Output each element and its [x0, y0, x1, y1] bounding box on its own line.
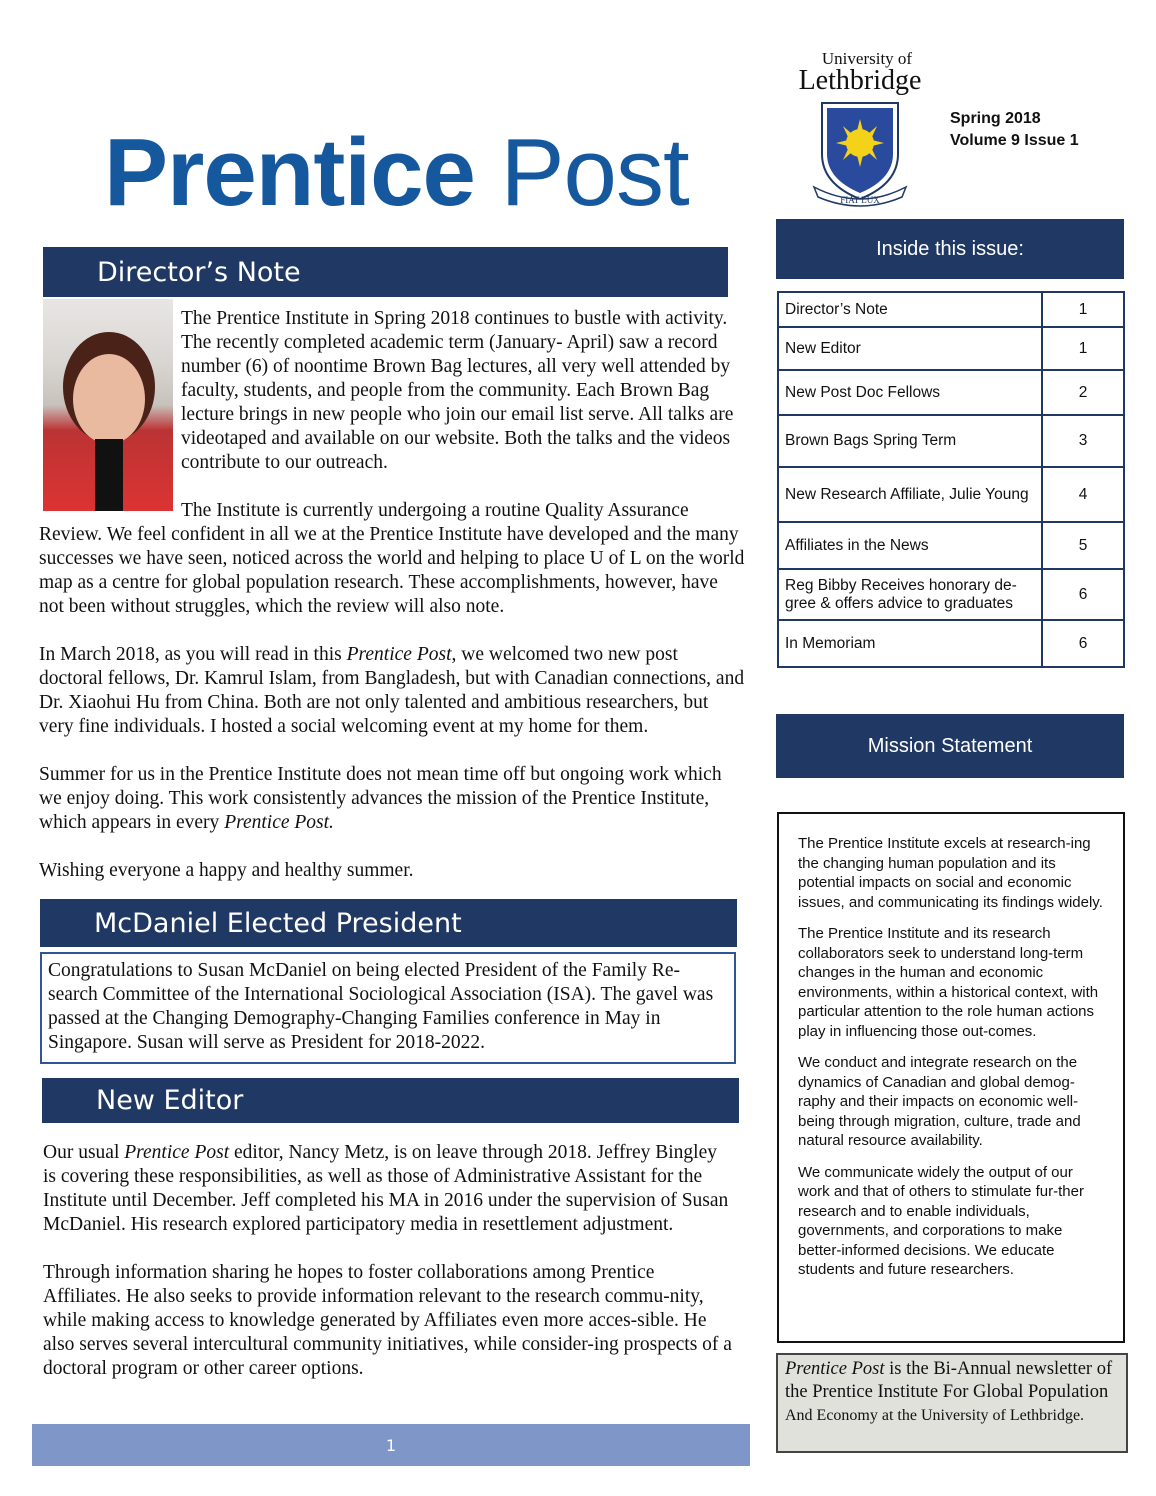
issue-season: Spring 2018: [950, 110, 1041, 127]
paragraph: Our usual Prentice Post editor, Nancy Metz, is on leave through 2018. Jeffrey Bingley is covering these responsibilities, as well as those of Administrative Assistant for the Institute until December. Jeff completed his MA in 2016 under the supervision of Susan McDaniel. His research explored participatory media in resettlement adjustment.: [43, 1142, 729, 1235]
paragraph: Summer for us in the Prentice Institute does not mean time off but ongoing work which we enjoy doing. This work consistently advances the mission of the Prentice Institute, which appears in every Prentice Post.: [39, 764, 722, 833]
logo-line2: Lethbridge: [798, 65, 922, 96]
toc-page: 1: [1042, 327, 1124, 370]
table-of-contents: [777, 291, 1125, 668]
heading-text: Inside this issue:: [876, 237, 1024, 260]
toc-page: 6: [1042, 620, 1124, 667]
page-number: 1: [385, 1435, 397, 1455]
new-editor-heading: [42, 1078, 739, 1123]
heading-text: McDaniel Elected President: [94, 907, 462, 939]
about-box: [776, 1353, 1128, 1453]
toc-row[interactable]: [778, 569, 1124, 620]
mission-paragraph: The Prentice Institute and its research collaborators seek to understand long-term changes in the human and economic environments, within a historical context, with particular attention to the role human actions play in influencing those out-comes.: [798, 925, 1099, 1040]
toc-page: 3: [1042, 415, 1124, 467]
mission-statement: [777, 812, 1125, 1343]
crest-icon: [810, 99, 910, 211]
mission-paragraph: The Prentice Institute excels at research-ing the changing human population and its potential impacts on social and economic issues, and communicating its findings widely.: [798, 835, 1103, 911]
director-photo: [43, 299, 173, 511]
new-editor-body: [43, 1141, 733, 1405]
paragraph: The Prentice Institute in Spring 2018 continues to bustle with activity. The recently completed academic term (January- April) saw a record number (6) of noontime Brown Bag lectures, all very well attended by faculty, students, and people from the community. Each Brown Bag lecture brings in new people who join our email list serve. All talks are videotaped and available on our website. Both the talks and the videos contribute to our outreach.: [181, 308, 734, 473]
about-text: is the Bi-Annual newsletter of the Prentice Institute For Global Population: [785, 1359, 1113, 1402]
toc-page: 6: [1042, 569, 1124, 620]
directors-note-body: [39, 307, 745, 907]
mission-heading: [776, 714, 1124, 778]
mission-paragraph: We conduct and integrate research on the dynamics of Canadian and global demog-raphy and their impacts on economic well-being through migration, culture, trade and natural resource availability.: [798, 1054, 1081, 1149]
paragraph: Wishing everyone a happy and healthy summer.: [39, 860, 414, 881]
toc-page: 5: [1042, 522, 1124, 569]
toc-title[interactable]: Director’s Note: [778, 292, 1042, 327]
toc-title[interactable]: New Editor: [778, 327, 1042, 370]
heading-text: Director’s Note: [97, 256, 301, 288]
toc-page: 4: [1042, 467, 1124, 522]
toc-title[interactable]: Affiliates in the News: [778, 522, 1042, 569]
page-footer: [32, 1424, 750, 1466]
toc-row[interactable]: [778, 522, 1124, 569]
toc-row[interactable]: [778, 370, 1124, 415]
paragraph: The Institute is currently undergoing a routine Quality Assurance Review. We feel confident in all we at the Prentice Institute have developed and the many successes we have seen, noticed across the world and helping to place U of L on the world map as a centre for global population research. These accomplishments, however, have not been without struggles, which the review will also note.: [39, 500, 745, 617]
toc-title[interactable]: Brown Bags Spring Term: [778, 415, 1042, 467]
about-text-small: And Economy at the University of Lethbridge.: [785, 1407, 1085, 1424]
heading-text: Mission Statement: [867, 734, 1033, 757]
issue-volume: Volume 9 Issue 1: [950, 132, 1079, 149]
toc-row[interactable]: [778, 620, 1124, 667]
directors-note-heading: [43, 247, 728, 297]
paragraph: In March 2018, as you will read in this Prentice Post, we welcomed two new post doctoral fellows, Dr. Kamrul Islam, from Bangladesh, but with Canadian connections, and Dr. Xiaohui Hu from China. Both are not only talented and ambitious researchers, but very fine individuals. I hosted a social welcoming event at my home for them.: [39, 644, 745, 737]
toc-row[interactable]: [778, 415, 1124, 467]
toc-page: 2: [1042, 370, 1124, 415]
newsletter-title: [104, 118, 689, 228]
title-bold: Prentice: [104, 119, 475, 226]
toc-row[interactable]: [778, 292, 1124, 327]
paragraph: Through information sharing he hopes to foster collaborations among Prentice Affiliates. He also seeks to provide information relevant to the research commu-nity, while making access to knowledge generated by Affiliates even more acces-sible. He also serves several intercultural community initiatives, while consider-ing prospects of a doctoral program or other career options.: [43, 1262, 732, 1379]
motto: FIAT LUX: [840, 195, 880, 205]
toc-title[interactable]: In Memoriam: [778, 620, 1042, 667]
toc-title[interactable]: Reg Bibby Receives honorary de-gree & offers advice to graduates: [778, 569, 1042, 620]
inside-issue-heading: [776, 219, 1124, 279]
issue-info: [950, 108, 1079, 152]
toc-page: 1: [1042, 292, 1124, 327]
mcdaniel-heading: [40, 899, 737, 947]
heading-text: New Editor: [96, 1085, 244, 1116]
toc-row[interactable]: [778, 467, 1124, 522]
title-light: Post: [500, 119, 689, 226]
university-logo: [795, 50, 925, 216]
about-title: Prentice Post: [785, 1359, 885, 1379]
toc-row[interactable]: [778, 327, 1124, 370]
toc-title[interactable]: New Post Doc Fellows: [778, 370, 1042, 415]
logo-line1: University of: [821, 49, 913, 68]
mcdaniel-box: [40, 952, 736, 1064]
toc-title[interactable]: New Research Affiliate, Julie Young: [778, 467, 1042, 522]
paragraph: Congratulations to Susan McDaniel on being elected President of the Family Re-search Committee of the International Sociological Association (ISA). The gavel was passed at the Changing Demography-Changing Families conference in May in Singapore. Susan will serve as President for 2018-2022.: [48, 960, 714, 1053]
mission-paragraph: We communicate widely the output of our work and that of others to stimulate fur-ther research and to enable individuals, governments, and corporations to make better-informed decisions. We educate students and future researchers.: [798, 1163, 1084, 1278]
